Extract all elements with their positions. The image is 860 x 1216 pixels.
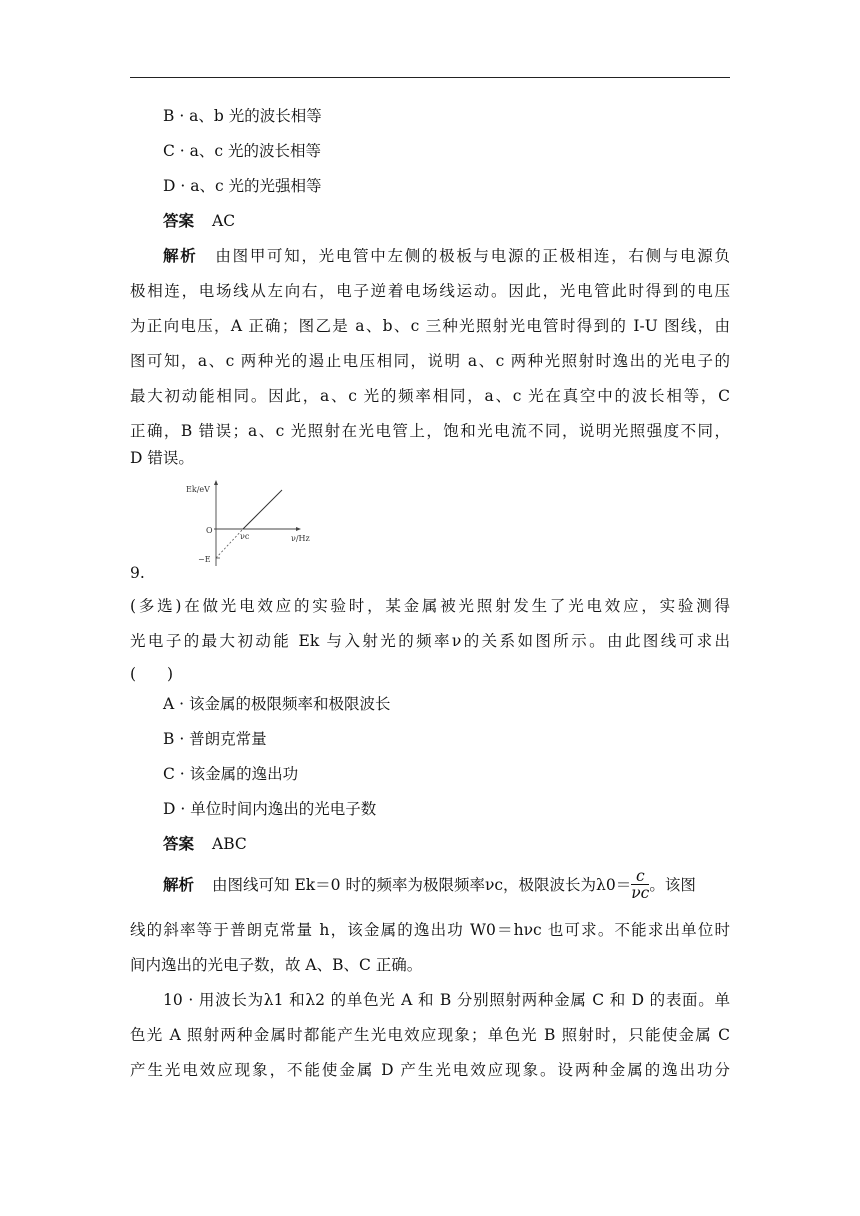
y-axis-arrow xyxy=(214,480,218,485)
q9-stem-line-3: ( ) xyxy=(130,665,174,683)
nu-c-label: νc xyxy=(240,532,250,541)
ek-nu-graph xyxy=(178,478,318,570)
q8-analysis-line-3: 为正向电压，A 正确；图乙是 a、b、c 三种光照射光电管时得到的 I-U 图线，由 xyxy=(130,317,730,335)
q9-answer-value: ABC xyxy=(212,835,247,853)
q8-answer-value: AC xyxy=(212,212,236,230)
q8-analysis-line-1: 解析 由图甲可知，光电管中左侧的极板与电源的正极相连，右侧与电源负 xyxy=(163,246,730,265)
q8-option-d: D · a、c 光的光强相等 xyxy=(163,177,322,195)
q8-analysis-line-2: 极相连，电场线从左向右，电子逆着电场线运动。因此，光电管此时得到的电压 xyxy=(130,282,730,300)
q8-analysis-line-4: 图可知，a、c 两种光的遏止电压相同，说明 a、c 两种光照射时逸出的光电子的 xyxy=(130,352,730,370)
origin-label: O xyxy=(206,526,213,535)
x-axis-label: ν/Hz xyxy=(291,534,310,543)
q9-stem-line-2: 光电子的最大初动能 Ek 与入射光的频率ν的关系如图所示。由此图线可求出 xyxy=(130,632,730,650)
q8-option-c: C · a、c 光的波长相等 xyxy=(163,142,321,160)
q8-analysis-line-5: 最大初动能相同。因此，a、c 光的频率相同，a、c 光在真空中的波长相等，C xyxy=(130,387,730,405)
y-axis-label: Ek/eV xyxy=(186,485,210,494)
lambda0-fraction: $\frac{c}{\nu c}$ xyxy=(631,866,650,902)
q9-option-a: A · 该金属的极限频率和极限波长 xyxy=(163,695,391,713)
q10-line-1: 10 · 用波长为λ1 和λ2 的单色光 A 和 B 分别照射两种金属 C 和 D 的表面。单 xyxy=(163,991,730,1009)
q9-number: 9. xyxy=(130,564,145,582)
q9-analysis-label: 解析 xyxy=(163,875,195,894)
q9-option-c: C · 该金属的逸出功 xyxy=(163,765,299,783)
q9-analysis-line-3: 间内逸出的光电子数，故 A、B、C 正确。 xyxy=(130,956,423,974)
header-rule xyxy=(130,77,730,78)
q10-line-3: 产生光电效应现象，不能使金属 D 产生光电效应现象。设两种金属的逸出功分 xyxy=(130,1061,730,1079)
q8-option-b: B · a、b 光的波长相等 xyxy=(163,107,322,125)
q9-answer-row xyxy=(163,834,730,854)
graph-extension-dashed xyxy=(216,529,243,558)
q9-analysis-line-1: 解析 由图线可知 Ek＝0 时的频率为极限频率νc，极限波长为λ0＝ $\frac{c}{\nu c}$ 。该图 xyxy=(163,866,696,902)
x-axis-arrow xyxy=(296,527,301,531)
q8-analysis-label: 解析 xyxy=(163,246,198,265)
graph-line xyxy=(243,490,282,529)
q9-option-d: D · 单位时间内逸出的光电子数 xyxy=(163,800,377,818)
q9-stem-line-1: (多选)在做光电效应的实验时，某金属被光照射发生了光电效应，实验测得 xyxy=(130,597,730,615)
q10-line-2: 色光 A 照射两种金属时都能产生光电效应现象；单色光 B 照射时，只能使金属 C xyxy=(130,1026,730,1044)
q8-analysis-line-6: 正确，B 错误；a、c 光照射在光电管上，饱和光电流不同，说明光照强度不同， xyxy=(130,422,730,440)
neg-e-label: −E xyxy=(198,555,211,564)
q9-answer-label: 答案 xyxy=(163,834,195,853)
q8-answer-row xyxy=(163,211,730,231)
q9-analysis-line-2: 线的斜率等于普朗克常量 h，该金属的逸出功 W0＝hνc 也可求。不能求出单位时 xyxy=(130,921,730,939)
q8-analysis-line-7: D 错误。 xyxy=(130,449,194,467)
q8-answer-label: 答案 xyxy=(163,211,195,230)
q9-option-b: B · 普朗克常量 xyxy=(163,730,267,748)
